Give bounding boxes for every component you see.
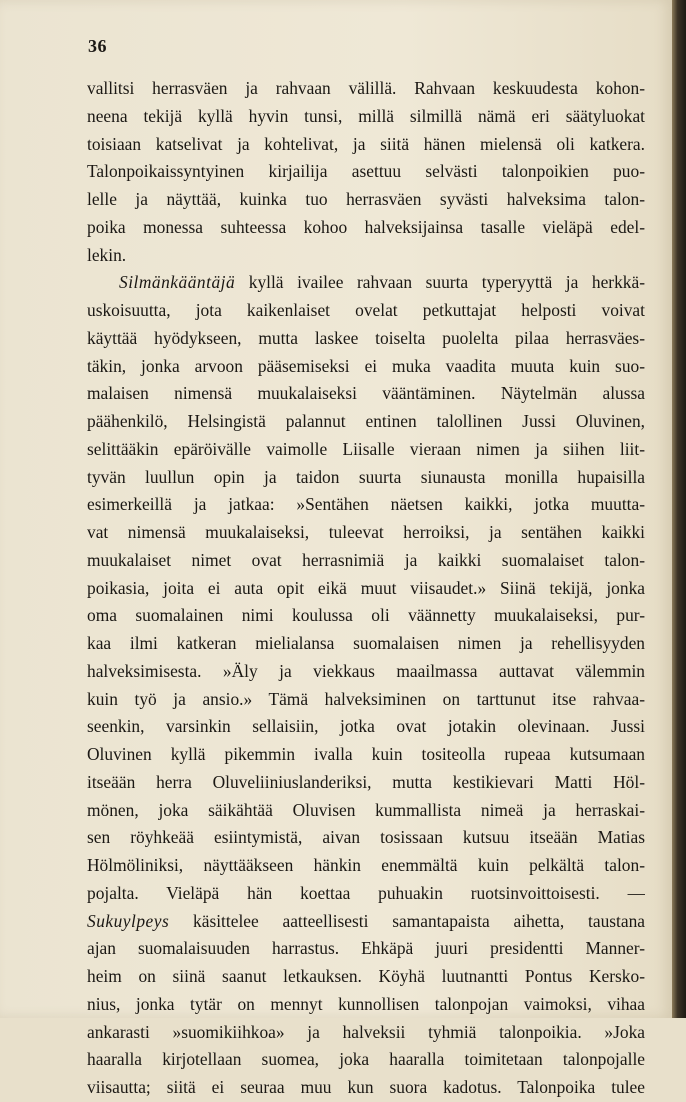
- line-text: kaa ilmi katkeran mielialansa suomalaisen nimen ja rehellisyyden: [87, 633, 645, 653]
- line-text: vat nimensä muukalaiseksi, tuleevat herroiksi, ja sentähen kaikki: [87, 522, 645, 542]
- line-text: seenkin, varsinkin sellaisiin, jotka ovat jotakin olevinaan. Jussi: [87, 716, 645, 737]
- text-line: [87, 297, 645, 325]
- text-line: [87, 325, 645, 353]
- line-text: mönen, joka säikähtää Oluvisen kummallista nimeä ja herraskai-: [87, 799, 645, 820]
- text-line: [87, 547, 645, 575]
- text-line: [87, 408, 645, 436]
- text-line: [87, 103, 645, 131]
- text-line: [87, 1046, 645, 1074]
- text-line: [87, 186, 645, 214]
- line-text: muukalaiset nimet ovat herrasnimiä ja kaikki suomalaiset talon-: [87, 549, 645, 570]
- page-edge: [672, 0, 686, 1018]
- text-line: [87, 769, 645, 797]
- line-text: poikasia, joita ei auta opit eikä muut viisaudet.» Siinä tekijä, jonka: [87, 577, 645, 598]
- line-text: käsittelee aatteellisesti samantapaista aihetta, taustana: [169, 910, 645, 931]
- line-text: Oluvinen kyllä pikemmin ivalla kuin tositeolla rupeaa kutsumaan: [87, 744, 645, 764]
- text-line: [87, 713, 645, 741]
- line-text: käyttää hyödykseen, mutta laskee toiselta puolelta pilaa herrasväes-: [87, 327, 645, 348]
- text-line: [87, 464, 645, 492]
- text-line: [87, 214, 645, 242]
- text-line: [87, 353, 645, 381]
- text-line: [87, 880, 645, 908]
- line-text: sen röyhkeää esiintymistä, aivan tosissaan kutsuu itseään Matias: [87, 827, 645, 848]
- body-text: [87, 75, 645, 1102]
- text-line: [87, 242, 645, 270]
- text-line: [87, 575, 645, 603]
- line-text: heim on siinä saanut letkauksen. Köyhä luutnantti Pontus Kersko-: [87, 966, 645, 986]
- line-text: ankarasti »suomikiihkoa» ja halveksii tyhmiä talonpoikia. »Joka: [87, 1021, 645, 1042]
- line-text: neena tekijä kyllä hyvin tunsi, millä silmillä nämä eri säätyluokat: [87, 105, 645, 126]
- text-line: [87, 824, 645, 852]
- line-text: Hölmöliniksi, näyttääkseen hänkin enemmältä kuin pelkältä talon-: [87, 855, 645, 875]
- text-line: [87, 1074, 645, 1102]
- line-text: tyvän luullun opin ja taidon suurta siunausta monilla hupaisilla: [87, 466, 645, 487]
- line-text: vallitsi herrasväen ja rahvaan välillä. Rahvaan keskuudesta kohon-: [87, 78, 645, 98]
- text-line: [87, 519, 645, 547]
- italic-title: Sukuylpeys: [87, 910, 170, 931]
- text-line: [87, 131, 645, 159]
- line-text: uskoisuutta, jota kaikenlaiset ovelat petkuttajat helposti voivat: [87, 300, 645, 320]
- line-text: lekin.: [87, 244, 127, 265]
- line-text: halveksimisesta. »Äly ja viekkaus maailmassa auttavat välemmin: [87, 660, 645, 681]
- line-text: lelle ja näyttää, kuinka tuo herrasväen syvästi halveksima talon-: [87, 189, 645, 209]
- line-text: päähenkilö, Helsingistä palannut entinen talollinen Jussi Oluvinen,: [87, 411, 645, 431]
- text-line: [87, 75, 645, 103]
- text-line: [87, 630, 645, 658]
- line-text: nius, jonka tytär on mennyt kunnollisen talonpojan vaimoksi, vihaa: [87, 993, 645, 1014]
- text-line: [87, 158, 645, 186]
- line-text: esimerkeillä ja jatkaa: »Sentähen näetsen kaikki, jotka muutta-: [87, 494, 645, 515]
- line-text: pojalta. Vieläpä hän koettaa puhuakin ruotsinvoittoisesti. —: [87, 882, 645, 903]
- line-text: toisiaan katselivat ja kohtelivat, ja siitä hänen mielensä oli katkera.: [87, 133, 645, 154]
- text-line: [87, 1019, 645, 1047]
- line-text: kuin työ ja ansio.» Tämä halveksiminen on tarttunut itse rahvaa-: [87, 688, 645, 709]
- text-line: [87, 963, 645, 991]
- line-text: malaisen nimensä muukalaiseksi vääntäminen. Näytelmän alussa: [87, 383, 645, 404]
- line-text: ajan suomalaisuuden harrastus. Ehkäpä juuri presidentti Manner-: [87, 938, 645, 959]
- text-line: [87, 380, 645, 408]
- text-line: [87, 602, 645, 630]
- text-line: [87, 436, 645, 464]
- italic-title: Silmänkääntäjä: [119, 272, 236, 293]
- text-line: [87, 269, 645, 297]
- text-line: [87, 908, 645, 936]
- line-text: täkin, jonka arvoon pääsemiseksi ei muka vaadita muuta kuin suo-: [87, 355, 645, 376]
- line-text: viisautta; siitä ei seuraa muu kun suora kadotus. Talonpoika tulee: [87, 1077, 645, 1097]
- line-text: poika monessa suhteessa kohoo halveksijainsa tasalle vieläpä edel-: [87, 216, 645, 237]
- text-line: [87, 686, 645, 714]
- page-number: 36: [88, 36, 107, 56]
- line-text: selittääkin epäröivälle vaimolle Liisalle vieraan nimen ja siihen liit-: [87, 438, 645, 459]
- text-line: [87, 491, 645, 519]
- text-line: [87, 658, 645, 686]
- text-line: [87, 935, 645, 963]
- text-line: [87, 741, 645, 769]
- line-text: haaralla kirjotellaan suomea, joka haaralla toimitetaan talonpojalle: [87, 1049, 645, 1070]
- line-text: itseään herra Oluveliiniuslanderiksi, mutta kestikievari Matti Höl-: [87, 771, 645, 792]
- text-line: [87, 797, 645, 825]
- line-text: oma suomalainen nimi koulussa oli väännetty muukalaiseksi, pur-: [87, 605, 645, 626]
- text-line: [87, 991, 645, 1019]
- line-text: kyllä ivailee rahvaan suurta typeryyttä ja herkkä-: [235, 272, 645, 293]
- text-line: [87, 852, 645, 880]
- line-text: Talonpoikaissyntyinen kirjailija asettuu selvästi talonpoikien puo-: [87, 161, 645, 182]
